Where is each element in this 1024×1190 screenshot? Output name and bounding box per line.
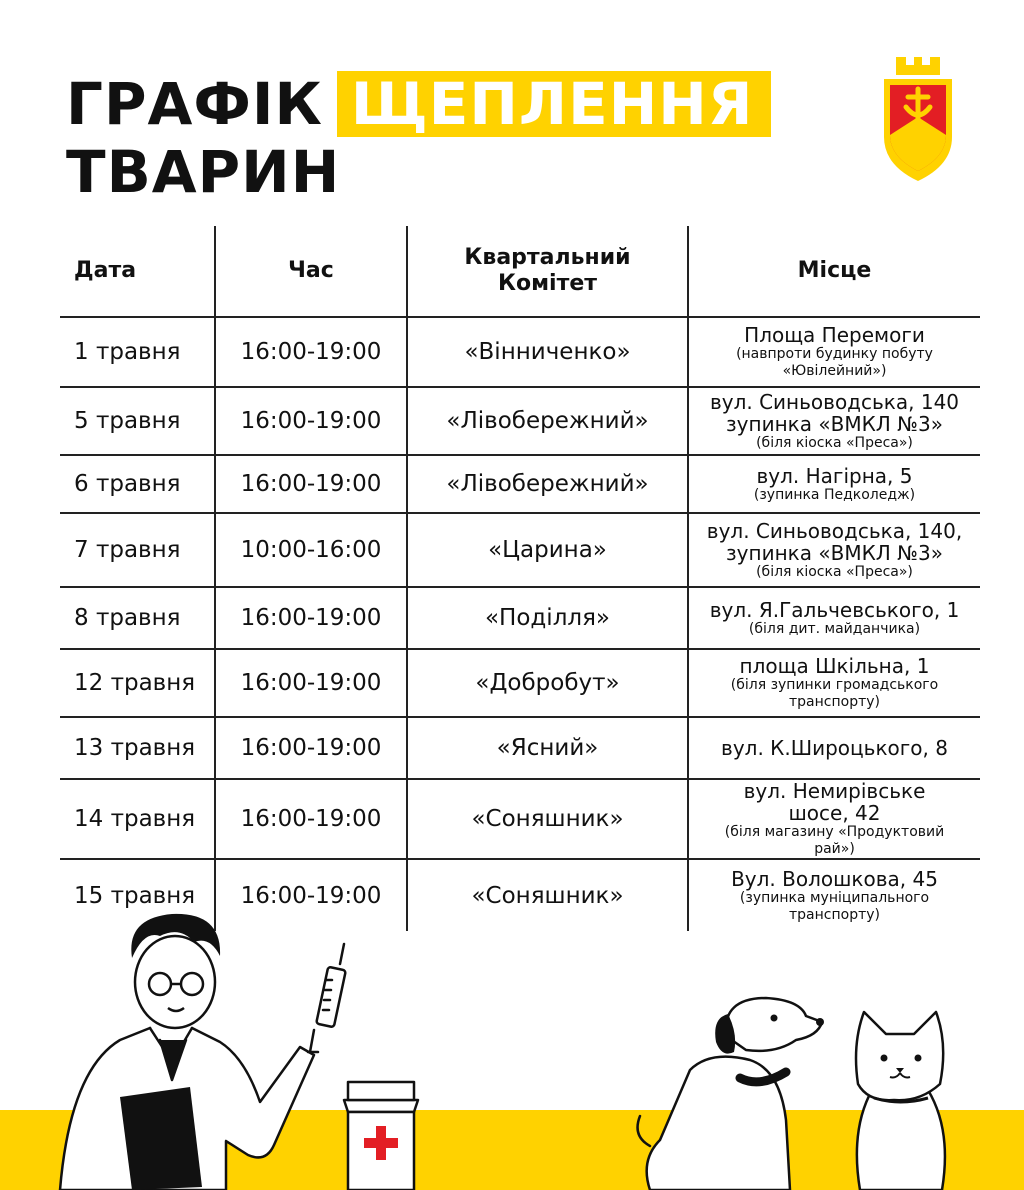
date-cell: 15 травня xyxy=(74,882,196,909)
place-cell xyxy=(688,317,980,387)
committee-cell: «Соняшник» xyxy=(407,859,688,931)
page-title xyxy=(66,70,771,206)
place-note: (зупинка муніципального транспорту) xyxy=(739,889,930,923)
date-cell: 6 травня xyxy=(60,455,215,513)
place-cell xyxy=(688,387,980,455)
place-note: (навпроти будинку побуту «Ювілейний») xyxy=(736,346,933,379)
place-note: (біля магазину «Продуктовий рай») xyxy=(724,824,945,857)
time-cell: 16:00-19:00 xyxy=(215,455,407,513)
place-cell xyxy=(688,779,980,859)
time-cell: 16:00-19:00 xyxy=(215,587,407,649)
place-cell xyxy=(688,649,980,717)
first-aid-bag-icon xyxy=(338,1080,424,1190)
table-row xyxy=(60,587,980,649)
title-word-vaccination: ЩЕПЛЕННЯ xyxy=(337,71,772,137)
committee-cell: «Ясний» xyxy=(407,717,688,779)
place-note: (біля дит. майданчика) xyxy=(748,620,921,637)
place-note: (біля кіоска «Преса») xyxy=(756,563,913,580)
place-note: (біля зупинки громадського транспорту) xyxy=(730,677,939,710)
table-row xyxy=(60,455,980,513)
column-header-time: Час xyxy=(215,226,407,317)
title-word-animals: ТВАРИН xyxy=(66,138,341,206)
time-cell: 16:00-19:00 xyxy=(215,779,407,859)
date-cell: 8 травня xyxy=(60,587,215,649)
date-cell: 14 травня xyxy=(60,779,215,859)
table-header-row xyxy=(60,226,980,317)
syringe-icon xyxy=(300,940,360,1060)
place-cell xyxy=(688,859,980,931)
committee-cell: «Лівобережний» xyxy=(407,387,688,455)
time-cell: 16:00-19:00 xyxy=(215,317,407,387)
place-main: вул. Синьоводська, 140 зупинка «ВМКЛ №3» xyxy=(709,389,960,436)
date-cell: 5 травня xyxy=(60,387,215,455)
committee-cell: «Поділля» xyxy=(407,587,688,649)
date-cell: 1 травня xyxy=(60,317,215,387)
time-cell: 16:00-19:00 xyxy=(215,387,407,455)
place-note: (біля кіоска «Преса») xyxy=(756,434,913,451)
place-main: Вул. Волошкова, 45 xyxy=(731,866,938,891)
table-row xyxy=(60,317,980,387)
cat-icon xyxy=(846,1006,956,1190)
place-main: вул. Синьоводська, 140, зупинка «ВМКЛ №3» xyxy=(706,518,963,565)
date-cell: 12 травня xyxy=(60,649,215,717)
place-cell xyxy=(688,513,980,587)
committee-cell: «Добробут» xyxy=(407,649,688,717)
place-cell xyxy=(688,587,980,649)
date-cell: 7 травня xyxy=(60,513,215,587)
place-main: вул. Нагірна, 5 xyxy=(756,463,913,488)
time-cell: 16:00-19:00 xyxy=(215,649,407,717)
title-word-schedule: ГРАФІК xyxy=(66,70,323,138)
committee-cell: «Соняшник» xyxy=(407,779,688,859)
column-header-place: Місце xyxy=(688,226,980,317)
place-main: вул. К.Широцького, 8 xyxy=(721,736,948,760)
table-row xyxy=(60,513,980,587)
place-note: (зупинка Педколедж) xyxy=(753,486,916,503)
place-main: вул. Я.Гальчевського, 1 xyxy=(709,597,960,622)
schedule-table xyxy=(60,226,980,931)
place-cell xyxy=(688,455,980,513)
time-cell: 16:00-19:00 xyxy=(215,859,407,931)
column-header-committee: Квартальний Комітет xyxy=(407,226,688,317)
committee-cell: «Царина» xyxy=(407,513,688,587)
table-row xyxy=(60,387,980,455)
time-cell: 16:00-19:00 xyxy=(215,717,407,779)
date-cell: 13 травня xyxy=(60,717,215,779)
dog-icon xyxy=(630,996,830,1190)
place-main: площа Шкільна, 1 xyxy=(739,654,930,678)
crest-icon xyxy=(878,55,958,185)
place-cell xyxy=(688,717,980,779)
table-row xyxy=(60,779,980,859)
committee-cell: «Лівобережний» xyxy=(407,455,688,513)
table-row xyxy=(60,717,980,779)
column-header-date: Дата xyxy=(60,226,215,317)
table-row xyxy=(60,649,980,717)
committee-cell: «Вінниченко» xyxy=(407,317,688,387)
time-cell: 10:00-16:00 xyxy=(215,513,407,587)
place-main: Площа Перемоги xyxy=(744,323,925,347)
place-main: вул. Немирівське шосе, 42 xyxy=(743,779,926,825)
